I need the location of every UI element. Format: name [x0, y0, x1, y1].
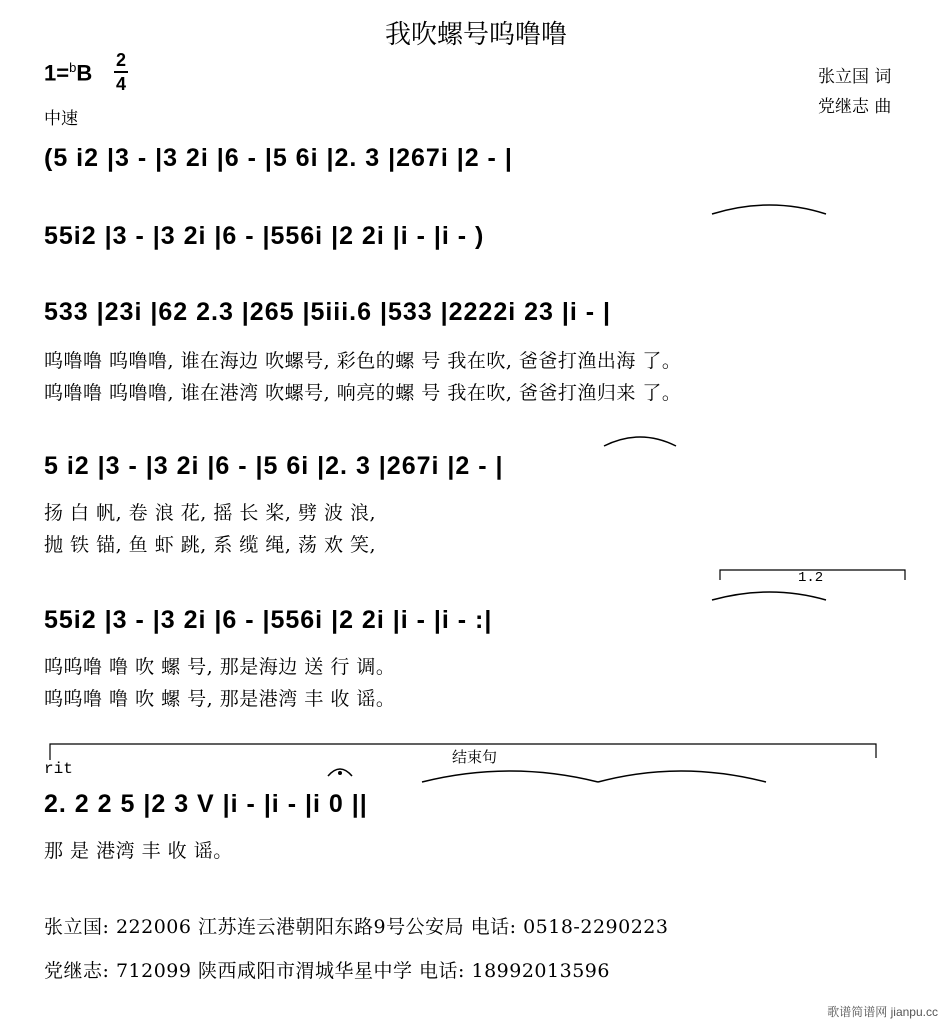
staff-line-2: 55i2 |3 - |3 2i |6 - |556i |2 2i |i - |i - ) [44, 222, 485, 250]
time-bottom: 4 [115, 74, 126, 94]
composer-credit: 党继志 曲 [818, 97, 892, 117]
tempo-marking: 中速 [44, 109, 78, 129]
watermark: 歌谱简谱网 jianpu.cc [827, 1005, 938, 1019]
lyric-line-4a: 扬 白 帆, 卷 浪 花, 摇 长 桨, 劈 波 浪, [44, 502, 377, 524]
ending-label: 结束句 [452, 748, 498, 766]
volta-label: 1.2 [798, 570, 824, 586]
lyric-line-4b: 抛 铁 锚, 鱼 虾 跳, 系 缆 绳, 荡 欢 笑, [44, 534, 377, 556]
flat-sign: b [69, 60, 77, 75]
key-prefix: 1= [44, 60, 70, 86]
staff-line-5: 55i2 |3 - |3 2i |6 - |556i |2 2i |i - |i - :| [44, 606, 493, 634]
lyric-line-6: 那 是 港湾 丰 收 谣。 [44, 840, 233, 862]
lyric-line-5a: 呜呜噜 噜 吹 螺 号, 那是海边 送 行 调。 [44, 656, 396, 678]
lyricist-credit: 张立国 词 [818, 67, 892, 87]
rit-marking: rit [44, 760, 73, 778]
page-title: 我吹螺号呜噜噜 [384, 20, 567, 50]
staff-line-6: 2. 2 2 5 |2 3 V |i - |i - |i 0 || [44, 790, 368, 818]
time-top: 2 [115, 50, 126, 70]
lyric-line-5b: 呜呜噜 噜 吹 螺 号, 那是港湾 丰 收 谣。 [44, 688, 396, 710]
contact-lyricist: 张立国: 222006 江苏连云港朝阳东路9号公安局 电话: 0518-2290223 [44, 916, 669, 938]
staff-line-3: 533 |23i |62 2.3 |265 |5iii.6 |533 |2222i 23 |i - | [44, 298, 612, 326]
contact-composer: 党继志: 712099 陕西咸阳市渭城华星中学 电话: 18992013596 [44, 960, 610, 982]
lyric-line-3a: 呜噜噜 呜噜噜, 谁在海边 吹螺号, 彩色的螺 号 我在吹, 爸爸打渔出海 了。 [44, 350, 682, 372]
key-note: B [76, 60, 93, 86]
staff-line-1: (5 i2 |3 - |3 2i |6 - |5 6i |2. 3 |267i |2 - | [44, 144, 513, 172]
lyric-line-3b: 呜噜噜 呜噜噜, 谁在港湾 吹螺号, 响亮的螺 号 我在吹, 爸爸打渔归来 了。 [44, 382, 682, 404]
staff-line-4: 5 i2 |3 - |3 2i |6 - |5 6i |2. 3 |267i |2 - | [44, 452, 504, 480]
